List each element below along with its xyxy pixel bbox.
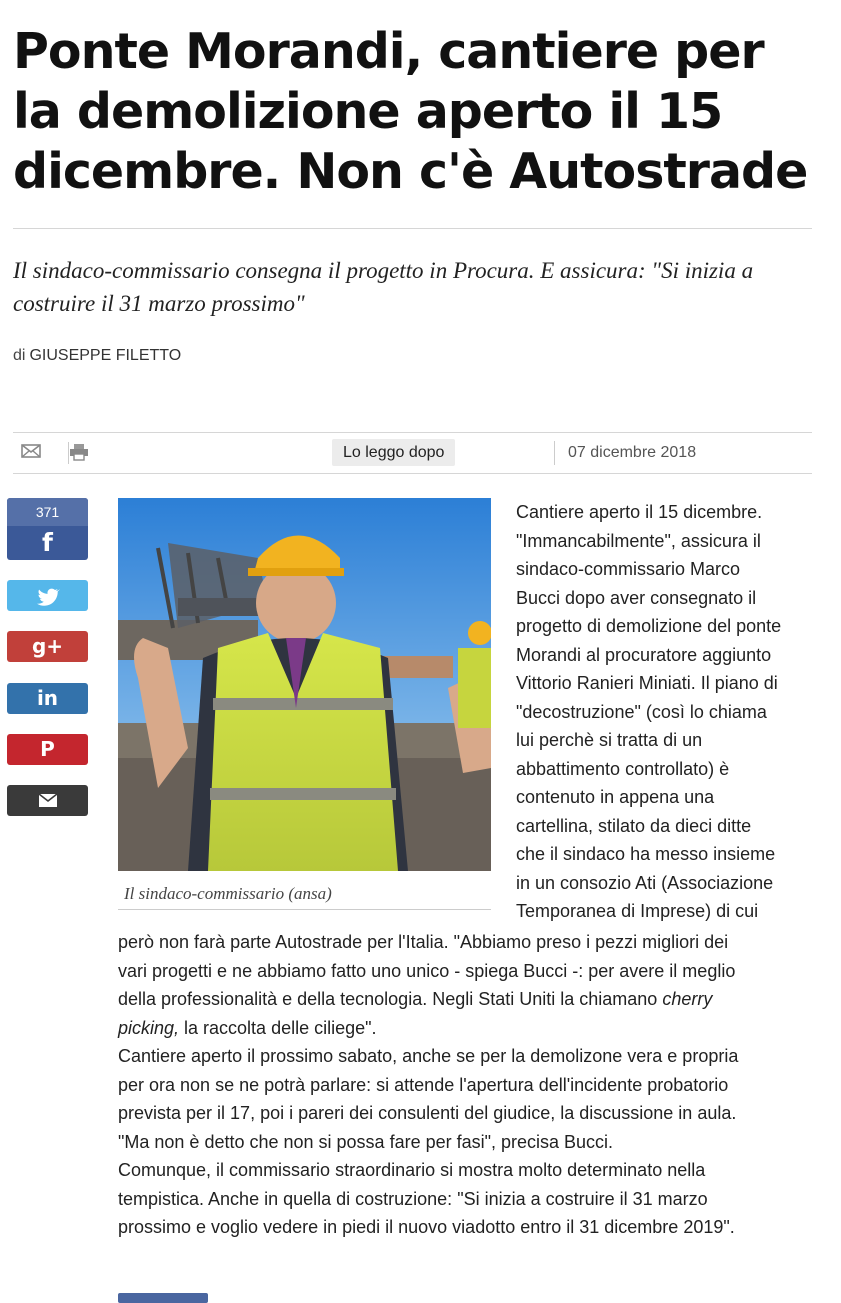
body-line: Comunque, il commissario straordinario si mostra molto determinato nella [118,1160,706,1180]
publish-date: 07 dicembre 2018 [568,444,697,461]
caption-divider [118,909,491,910]
body-line: prossimo e voglio vedere in piedi il nuovo viadotto entro il 31 dicembre 2019". [118,1217,735,1237]
body-line: tempistica. Anche in quella di costruzione: "Si inizia a costruire il 31 marzo [118,1188,708,1209]
body-line: "Immancabilmente", assicura il [516,530,761,551]
body-line: progetto di demolizione del ponte [516,616,782,636]
byline [13,347,181,365]
italic-term: picking, [118,1017,180,1038]
linkedin-icon: in [36,686,59,710]
pinterest-icon: P [40,737,55,761]
twitter-bird-icon [7,580,88,611]
read-later-button[interactable]: Lo leggo dopo [332,439,455,466]
body-line: vari progetti e ne abbiamo fatto uno unico - spiega Bucci -: per avere il meglio [118,960,736,981]
divider [13,228,812,229]
body-line: Cantiere aperto il prossimo sabato, anche se per la demolizone vera e propria [118,1046,739,1066]
body-line: lui perchè si tratta di un [516,730,703,750]
date-divider [554,441,555,465]
envelope-icon [7,785,88,816]
article-toolbar [13,432,812,474]
body-line: Cantiere aperto il 15 dicembre. [516,502,763,522]
author-name[interactable]: GIUSEPPE FILETTO [29,347,182,364]
article-body [118,928,818,1242]
linkedin-share-button[interactable] [7,683,88,714]
photo-caption: Il sindaco-commissario (ansa) [124,884,332,903]
body-line: cartellina, stilato da dieci ditte [516,815,752,836]
body-line: Bucci dopo aver consegnato il [516,587,757,608]
body-text: della professionalità e della tecnologia. Negli Stati Uniti la chiamano [118,989,658,1009]
body-line: che il sindaco ha messo insieme [516,844,776,864]
twitter-share-button[interactable] [7,580,88,611]
body-line: Vittorio Ranieri Miniati. Il piano di [516,673,778,693]
googleplus-icon: g+ [31,634,64,658]
article-title: Ponte Morandi, cantiere per la demolizione aperto il 15 dicembre. Non c'è Autostrade [13,23,808,200]
italic-term: cherry [662,989,713,1009]
googleplus-share-button[interactable] [7,631,88,662]
email-share-button[interactable] [7,785,88,816]
body-line: per ora non se ne potrà parlare: si attende l'apertura dell'incidente probatorio [118,1074,729,1095]
facebook-share-count: 371 [7,498,88,526]
body-line: contenuto in appena una [516,787,715,807]
body-line: Morandi al procuratore aggiunto [516,644,772,665]
body-line [118,1014,818,1043]
printer-icon[interactable] [69,443,91,463]
body-line: "Ma non è detto che non si possa fare per fasi", precisa Bucci. [118,1131,614,1152]
facebook-share-button[interactable] [7,498,88,560]
body-line: prevista per il 17, poi i pareri dei consulenti del giudice, la discussione in aula. [118,1103,737,1123]
facebook-icon: f [42,528,53,557]
body-line: però non farà parte Autostrade per l'Italia. "Abbiamo preso i pezzi migliori dei [118,932,729,952]
byline-prefix: di [13,347,26,364]
pinterest-share-button[interactable] [7,734,88,765]
facebook-like-button[interactable] [118,1293,208,1303]
article-subtitle: Il sindaco-commissario consegna il progetto in Procura. E assicura: "Si inizia a costruire il 31 marzo prossimo" [13,258,754,316]
envelope-icon[interactable] [21,443,43,463]
body-line: Temporanea di Imprese) di cui [516,901,759,921]
body-line: abbattimento controllato) è [516,758,730,779]
body-text: la raccolta delle ciliege". [179,1017,377,1038]
body-line: "decostruzione" (così lo chiama [516,701,767,722]
body-line: sindaco-commissario Marco [516,559,741,579]
body-line: in un consozio Ati (Associazione [516,872,774,893]
body-line [118,985,818,1014]
article-body-side [516,498,816,926]
article-photo[interactable] [118,498,491,871]
